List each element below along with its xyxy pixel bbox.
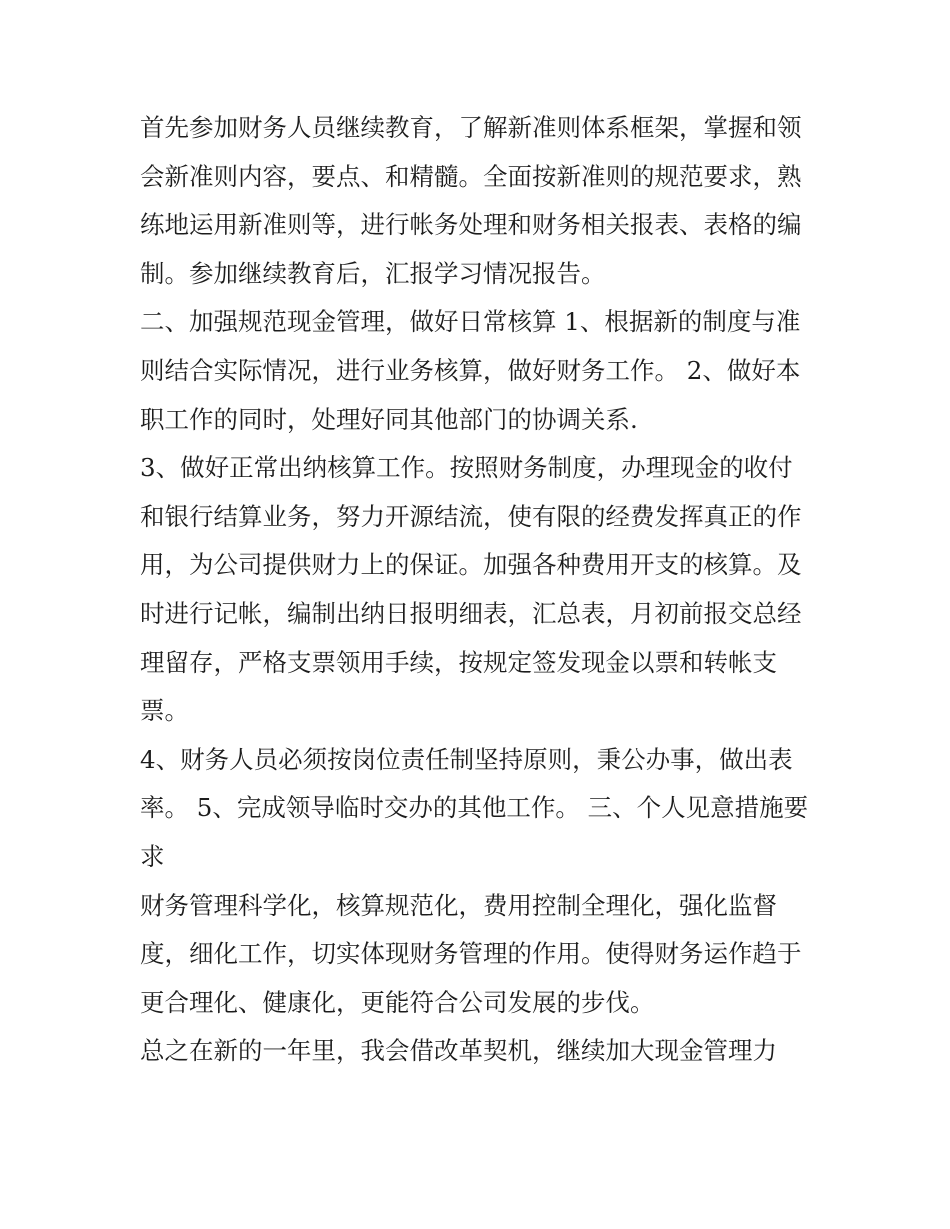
text-line: 二、加强规范现金管理，做好日常核算 1、根据新的制度与准 [140, 307, 801, 337]
text-line: 3、做好正常出纳核算工作。按照财务制度，办理现金的收付 [140, 453, 793, 483]
text-line: 和银行结算业务，努力开源结流，使有限的经费发挥真正的作 [140, 501, 802, 531]
text-line: 首先参加财务人员继续教育，了解新准则体系框架，掌握和领 [140, 113, 802, 142]
text-line: 率。 5、完成领导临时交办的其他工作。 三、个人见意措施要 [140, 793, 809, 823]
text-line: 时进行记帐，编制出纳日报明细表，汇总表，月初前报交总经 [140, 598, 802, 628]
text-line: 制。参加继续教育后，汇报学习情况报告。 [140, 258, 606, 288]
text-line: 总之在新的一年里，我会借改革契机，继续加大现金管理力 [140, 1036, 777, 1066]
text-line: 理留存，严格支票领用手续，按规定签发现金以票和转帐支 [140, 647, 777, 677]
text-line: 4、财务人员必须按岗位责任制坚持原则，秉公办事，做出表 [140, 744, 793, 774]
text-line: 则结合实际情况，进行业务核算，做好财务工作。 2、做好本 [140, 355, 801, 385]
document-body [140, 104, 820, 1076]
text-line: 练地运用新准则等，进行帐务处理和财务相关报表、表格的编 [140, 210, 802, 240]
text-line: 用，为公司提供财力上的保证。加强各种费用开支的核算。及 [140, 550, 802, 580]
text-line: 度，细化工作，切实体现财务管理的作用。使得财务运作趋于 [140, 939, 802, 969]
text-line: 票。 [140, 696, 189, 726]
text-line: 求 [140, 841, 165, 871]
text-line: 财务管理科学化，核算规范化，费用控制全理化，强化监督 [140, 890, 777, 920]
text-line: 会新准则内容，要点、和精髓。全面按新准则的规范要求，熟 [140, 161, 802, 191]
text-line: 职工作的同时，处理好同其他部门的协调关系. [140, 404, 638, 434]
text-line: 更合理化、健康化，更能符合公司发展的步伐。 [140, 987, 655, 1017]
